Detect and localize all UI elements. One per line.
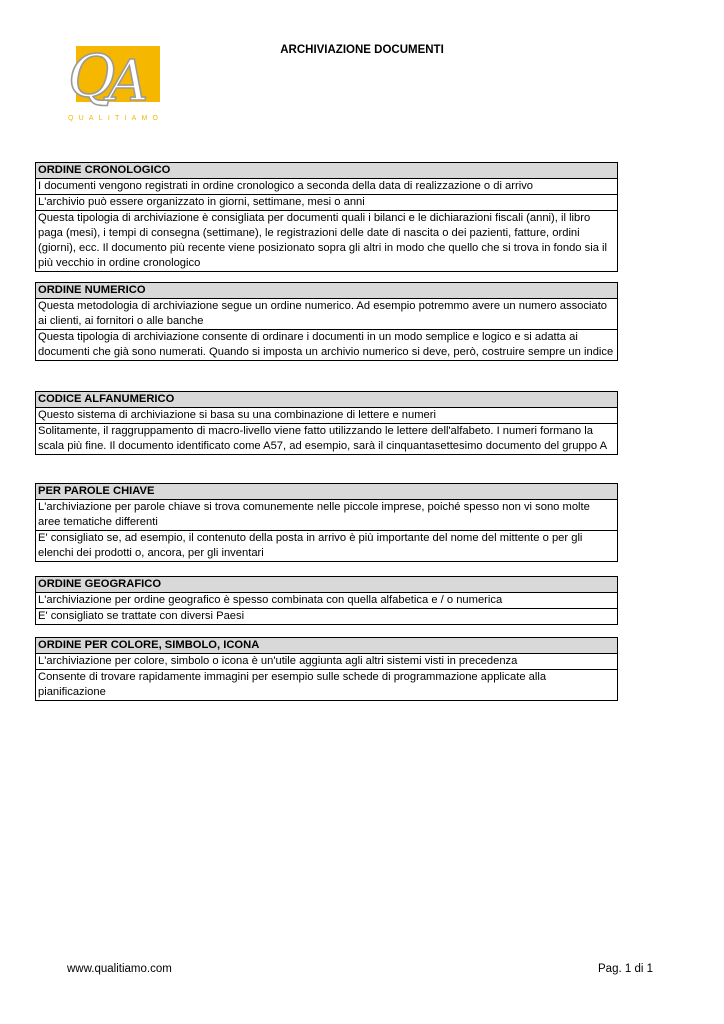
section-row: Consente di trovare rapidamente immagini per esempio sulle schede di programmazione applicate alla pianificazione: [35, 670, 618, 701]
section-row: E' consigliato se, ad esempio, il contenuto della posta in arrivo è più importante del nome del mittente o per gli elenchi dei prodotti o, ancora, per gli inventari: [35, 531, 618, 562]
section-row: Questa tipologia di archiviazione è consigliata per documenti quali i bilanci e le dichiarazioni fiscali (anni), il libro paga (mesi), i tempi di consegna (settimane), le registrazioni delle date di nascita o dei pazienti, fatture, ordini (giorni), ecc. Il documento più recente viene posizionato sopra gli altri in modo che quello che si trova in fondo sia il più vecchio in ordine cronologico: [35, 211, 618, 272]
section-row: L'archiviazione per parole chiave si trova comunemente nelle piccole imprese, poiché spesso non vi sono molte aree tematiche differenti: [35, 500, 618, 531]
svg-text:Q: Q: [68, 44, 116, 110]
qualitiamo-logo: [62, 44, 166, 124]
section-ordine-colore-simbolo-icona: [35, 637, 618, 701]
section-row: Questa metodologia di archiviazione segue un ordine numerico. Ad esempio potremmo avere un numero associato ai clienti, ai fornitori o alle banche: [35, 299, 618, 330]
section-row: L'archiviazione per ordine geografico è spesso combinata con quella alfabetica e / o numerica: [35, 593, 618, 609]
section-ordine-numerico: [35, 282, 618, 361]
footer-website: www.qualitiamo.com: [67, 963, 172, 975]
section-heading: ORDINE CRONOLOGICO: [35, 162, 618, 179]
section-codice-alfanumerico: [35, 391, 618, 455]
section-heading: PER PAROLE CHIAVE: [35, 483, 618, 500]
section-row: E' consigliato se trattate con diversi Paesi: [35, 609, 618, 625]
section-ordine-geografico: [35, 576, 618, 625]
page-title: ARCHIVIAZIONE DOCUMENTI: [280, 44, 444, 56]
section-row: L'archivio può essere organizzato in giorni, settimane, mesi o anni: [35, 195, 618, 211]
section-heading: ORDINE NUMERICO: [35, 282, 618, 299]
logo-wordmark: QUALITIAMO: [68, 115, 164, 122]
svg-text:A: A: [108, 49, 149, 114]
section-row: Questa tipologia di archiviazione consente di ordinare i documenti in un modo semplice e logico e si adatta ai documenti che già sono numerati. Quando si imposta un archivio numerico si deve, però, costruire sempre un indice: [35, 330, 618, 361]
section-row: Questo sistema di archiviazione si basa su una combinazione di lettere e numeri: [35, 408, 618, 424]
section-heading: CODICE ALFANUMERICO: [35, 391, 618, 408]
section-row: I documenti vengono registrati in ordine cronologico a seconda della data di realizzazione o di arrivo: [35, 179, 618, 195]
section-ordine-cronologico: [35, 162, 618, 272]
section-heading: ORDINE GEOGRAFICO: [35, 576, 618, 593]
section-heading: ORDINE PER COLORE, SIMBOLO, ICONA: [35, 637, 618, 654]
section-row: L'archiviazione per colore, simbolo o icona è un'utile aggiunta agli altri sistemi visti in precedenza: [35, 654, 618, 670]
footer-page-number: Pag. 1 di 1: [598, 963, 653, 975]
section-parole-chiave: [35, 483, 618, 562]
section-row: Solitamente, il raggruppamento di macro-livello viene fatto utilizzando le lettere dell'alfabeto. I numeri formano la scala più fine. Il documento identificato come A57, ad esempio, sarà il cinquantasettesimo documento del gruppo A: [35, 424, 618, 455]
